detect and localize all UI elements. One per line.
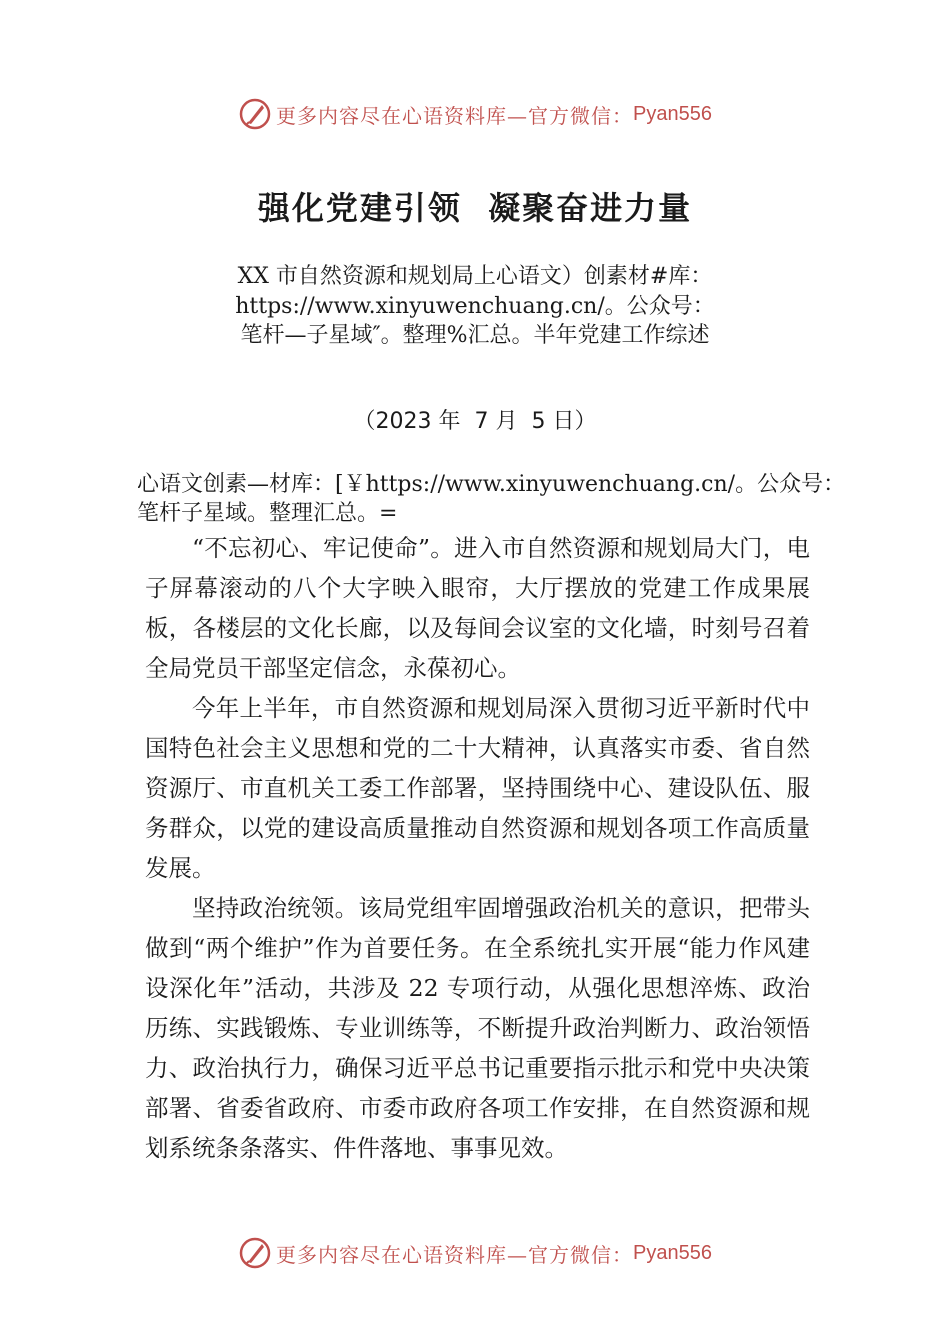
document-date: （2023 年 7 月 5 日） (353, 409, 597, 434)
header-watermark (0, 94, 950, 134)
watermark-wechat-id: Pyan556 (633, 102, 712, 125)
body-paragraph: 今年上半年，市自然资源和规划局深入贯彻习近平新时代中国特色社会主义思想和党的二十大精神，认真落实市委、省自然资源厅、市直机关工委工作部署，坚持围绕中心、建设队伍、服务群众，以党的建设高质量推动自然资源和规划各项工作高质量发展。 (145, 694, 810, 882)
watermark-text: 更多内容尽在心语资料库—官方微信： (276, 1242, 634, 1267)
footer-watermark (0, 1233, 950, 1273)
document-subtitle: XX 市自然资源和规划局上心语文）创素材#库：https://www.xinyuwenchuang.cn/。公众号：笔杆—子星域″。整理%汇总。半年党建工作综述 (235, 264, 715, 348)
document-body (145, 528, 810, 1168)
body-paragraph: “不忘初心、牢记使命”。进入市自然资源和规划局大门，电子屏幕滚动的八个大字映入眼帘，大厅摆放的党建工作成果展板，各楼层的文化长廊，以及每间会议室的文化墙，时刻号召着全局党员干部坚定信念，永葆初心。 (145, 534, 810, 682)
watermark-text: 更多内容尽在心语资料库—官方微信： (276, 103, 634, 128)
quill-pen-logo-icon (238, 97, 272, 131)
quill-pen-logo-icon (238, 1236, 272, 1270)
source-note: 心语文创素—材库：[￥https://www.xinyuwenchuang.cn/。公众号：笔杆子星域。整理汇总。= (137, 472, 846, 526)
body-paragraph: 坚持政治统领。该局党组牢固增强政治机关的意识，把带头做到“两个维护”作为首要任务。在全系统扎实开展“能力作风建设深化年”活动，共涉及 22 专项行动，从强化思想淬炼、政治历练、实践锻炼、专业训练等，不断提升政治判断力、政治领悟力、政治执行力，确保习近平总书记重要指示批示和党中央决策部署、省委省政府、市委市政府各项工作安排，在自然资源和规划系统条条落实、件件落地、事事见效。 (145, 894, 810, 1162)
watermark-wechat-id: Pyan556 (633, 1241, 712, 1264)
document-title: 强化党建引领 凝聚奋进力量 (257, 189, 693, 227)
